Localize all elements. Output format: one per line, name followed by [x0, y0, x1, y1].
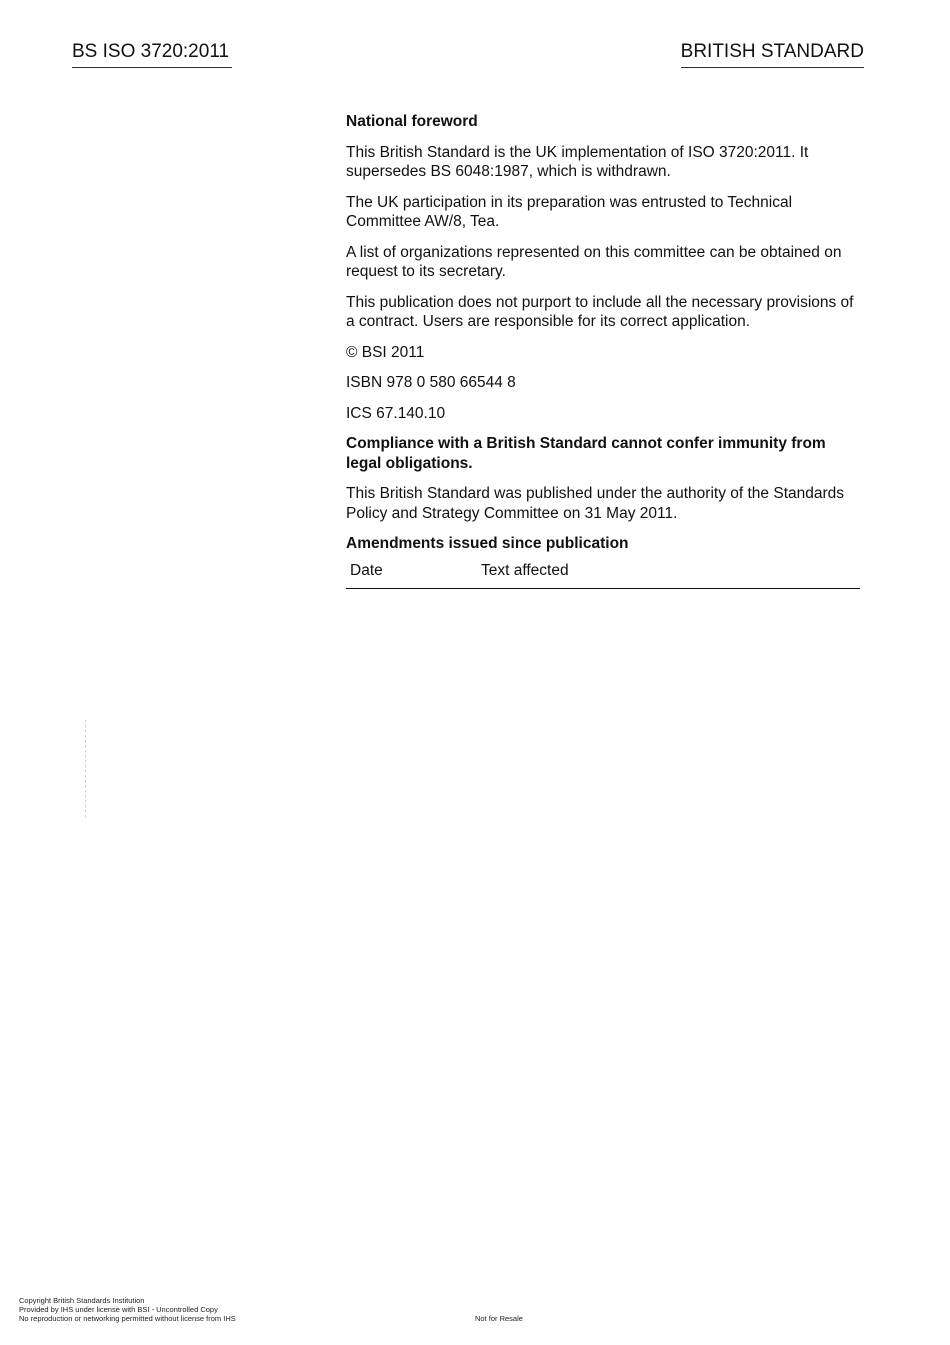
foreword-title: National foreword [346, 113, 478, 130]
national-foreword [346, 112, 860, 589]
ics-line: ICS 67.140.10 [346, 404, 446, 422]
foreword-paragraph: A list of organizations represented on this committee can be obtained on request to its secretary. [346, 243, 842, 280]
amendments-title: Amendments issued since publication [346, 535, 629, 552]
amendments-date-header: Date [350, 561, 383, 579]
footer-no-reproduction: No reproduction or networking permitted without license from IHS [19, 1314, 236, 1323]
foreword-paragraph: This publication does not purport to include all the necessary provisions of a contract. Users are responsible for its correct application. [346, 293, 854, 330]
license-footer [19, 1296, 236, 1323]
isbn-line: ISBN 978 0 580 66544 8 [346, 374, 516, 391]
footer-copyright: Copyright British Standards Institution [19, 1296, 145, 1305]
foreword-paragraph: This British Standard is the UK implementation of ISO 3720:2011. It supersedes BS 6048:1987, which is withdrawn. [346, 143, 809, 180]
amendments-text-header: Text affected [481, 561, 569, 579]
amendments-table [346, 559, 860, 590]
margin-marks [85, 720, 88, 820]
footer-provided: Provided by IHS under license with BSI - Uncontrolled Copy [19, 1305, 218, 1314]
not-for-resale: Not for Resale [475, 1314, 523, 1323]
compliance-notice: Compliance with a British Standard cannot confer immunity from legal obligations. [346, 435, 826, 472]
standard-label: BRITISH STANDARD [681, 40, 864, 68]
foreword-paragraph: The UK participation in its preparation was entrusted to Technical Committee AW/8, Tea. [346, 193, 793, 230]
document-code: BS ISO 3720:2011 [72, 40, 232, 68]
copyright-line: © BSI 2011 [346, 343, 425, 361]
publication-authority: This British Standard was published under the authority of the Standards Policy and Strategy Committee on 31 May 2011. [346, 485, 845, 522]
